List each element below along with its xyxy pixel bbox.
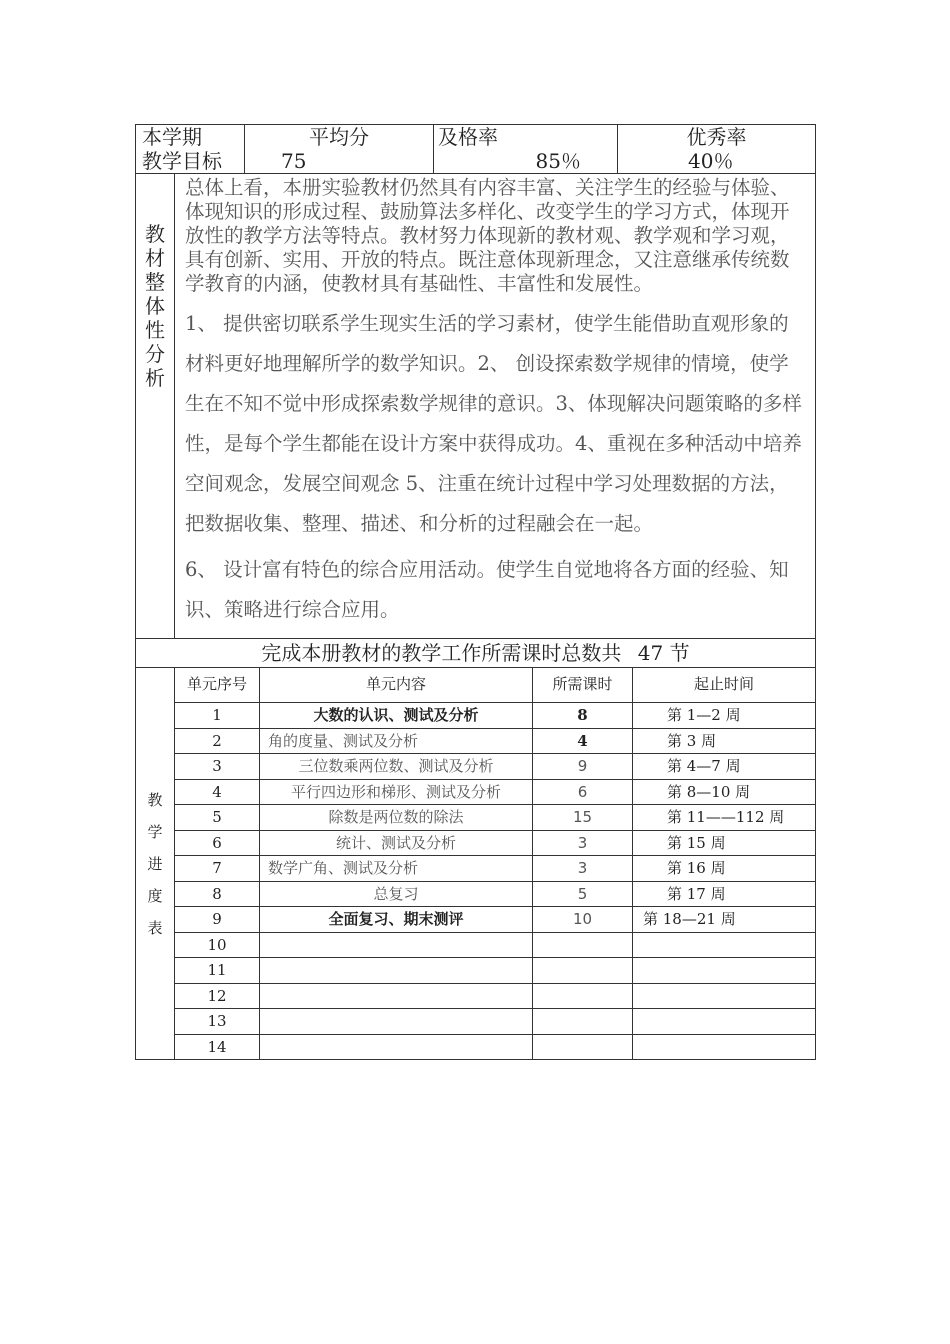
unit-hours [533, 958, 633, 984]
unit-content [260, 983, 533, 1009]
unit-no: 4 [175, 779, 260, 805]
unit-hours: 8 [533, 703, 633, 729]
table-row [136, 907, 816, 933]
total-hours-row [136, 639, 816, 668]
side-char: 体 [145, 294, 165, 318]
analysis-points: 1、 提供密切联系学生现实生活的学习素材，使学生能借助直观形象的材料更好地理解所学的数学知识。2、 创设探索数学规律的情境，使学生在不知不觉中形成探索数学规律的意识。3、体现解决问题策略的多样性，是每个学生都能在设计方案中获得成功。4、重视在多种活动中培养空间观念，发展空间观念 5、注重在统计过程中学习处理数据的方法，把数据收集、整理、描述、和分析的过程融会在一起。 [185, 312, 802, 535]
unit-hours [533, 1034, 633, 1060]
unit-hours: 5 [533, 881, 633, 907]
unit-time: 第 3 周 [633, 728, 816, 754]
unit-hours: 3 [533, 856, 633, 882]
unit-time: 第 1—2 周 [633, 703, 816, 729]
unit-time [633, 983, 816, 1009]
schedule-table [135, 668, 816, 1060]
side-char: 析 [145, 366, 165, 390]
unit-time [633, 932, 816, 958]
unit-hours [533, 983, 633, 1009]
unit-no: 5 [175, 805, 260, 831]
average-score-cell [245, 125, 434, 174]
unit-no: 3 [175, 754, 260, 780]
analysis-overview: 总体上看，本册实验教材仍然具有内容丰富、关注学生的经验与体验、体现知识的形成过程、鼓励算法多样化、改变学生的学习方式，体现开放性的教学方法等特点。教材努力体现新的教材观、教学观和学习观，具有创新、实用、开放的特点。既注意体现新理念，又注意继承传统数学教育的内涵，使教材具有基础性、丰富性和发展性。 [185, 176, 790, 295]
table-row [136, 754, 816, 780]
unit-content: 统计、测试及分析 [260, 830, 533, 856]
unit-content: 角的度量、测试及分析 [260, 728, 533, 754]
header-hours: 所需课时 [533, 668, 633, 703]
table-row [136, 983, 816, 1009]
table-row [136, 1009, 816, 1035]
table-row [136, 728, 816, 754]
analysis-point-6: 6、 设计富有特色的综合应用活动。使学生自觉地将各方面的经验、知识、策略进行综合应用。 [185, 558, 789, 621]
side-char: 教 [147, 790, 163, 809]
pass-rate-label: 及格率 [438, 125, 498, 149]
unit-no: 8 [175, 881, 260, 907]
analysis-body [175, 174, 816, 639]
unit-time: 第 16 周 [633, 856, 816, 882]
unit-no: 7 [175, 856, 260, 882]
header-unit-no: 单元序号 [175, 668, 260, 703]
unit-no: 6 [175, 830, 260, 856]
unit-content: 除数是两位数的除法 [260, 805, 533, 831]
table-row [136, 779, 816, 805]
unit-hours: 9 [533, 754, 633, 780]
unit-hours: 15 [533, 805, 633, 831]
unit-hours: 10 [533, 907, 633, 933]
unit-time: 第 11——112 周 [633, 805, 816, 831]
header-unit-content: 单元内容 [260, 668, 533, 703]
unit-content: 数学广角、测试及分析 [260, 856, 533, 882]
header-time: 起止时间 [633, 668, 816, 703]
excellent-rate-value: 40％ [688, 149, 734, 173]
side-char: 学 [147, 822, 163, 841]
unit-content: 三位数乘两位数、测试及分析 [260, 754, 533, 780]
unit-no: 11 [175, 958, 260, 984]
unit-hours: 6 [533, 779, 633, 805]
unit-no: 2 [175, 728, 260, 754]
unit-time: 第 17 周 [633, 881, 816, 907]
schedule-side-label [136, 668, 175, 1060]
unit-time [633, 1034, 816, 1060]
unit-content: 平行四边形和梯形、测试及分析 [260, 779, 533, 805]
unit-no: 14 [175, 1034, 260, 1060]
unit-time: 第 18—21 周 [633, 907, 816, 933]
unit-no: 10 [175, 932, 260, 958]
unit-content: 全面复习、期末测评 [260, 907, 533, 933]
unit-time: 第 8—10 周 [633, 779, 816, 805]
teaching-plan-document [135, 124, 815, 1060]
average-score-label: 平均分 [309, 125, 369, 149]
unit-content [260, 958, 533, 984]
unit-content: 大数的认识、测试及分析 [260, 703, 533, 729]
table-row [136, 830, 816, 856]
unit-hours [533, 932, 633, 958]
side-char: 分 [145, 342, 165, 366]
targets-label-line2: 教学目标 [142, 149, 222, 173]
side-char: 性 [145, 318, 165, 342]
unit-no: 1 [175, 703, 260, 729]
unit-no: 12 [175, 983, 260, 1009]
unit-hours [533, 1009, 633, 1035]
targets-label-line1: 本学期 [142, 125, 202, 149]
side-char: 度 [147, 886, 163, 905]
targets-analysis-table [135, 124, 816, 668]
pass-rate-value: 85％ [535, 149, 581, 173]
table-row [136, 1034, 816, 1060]
table-row [136, 805, 816, 831]
unit-time: 第 15 周 [633, 830, 816, 856]
unit-time [633, 958, 816, 984]
excellent-rate-cell [618, 125, 816, 174]
average-score-value: 75 [281, 149, 307, 173]
side-char: 表 [147, 918, 163, 937]
side-char: 进 [147, 854, 163, 873]
total-hours-count: 47 [637, 641, 664, 665]
table-row [136, 958, 816, 984]
side-char: 教 [145, 222, 165, 246]
unit-no: 9 [175, 907, 260, 933]
unit-hours: 3 [533, 830, 633, 856]
table-row [136, 703, 816, 729]
analysis-side-label [136, 174, 175, 639]
pass-rate-cell [434, 125, 618, 174]
unit-content: 总复习 [260, 881, 533, 907]
unit-hours: 4 [533, 728, 633, 754]
excellent-rate-label: 优秀率 [686, 125, 747, 149]
unit-no: 13 [175, 1009, 260, 1035]
unit-time [633, 1009, 816, 1035]
side-char: 整 [145, 270, 165, 294]
table-row [136, 881, 816, 907]
side-char: 材 [145, 246, 165, 270]
unit-content [260, 1009, 533, 1035]
total-hours-text: 完成本册教材的教学工作所需课时总数共 [261, 641, 622, 665]
table-row [136, 856, 816, 882]
unit-time: 第 4—7 周 [633, 754, 816, 780]
unit-content [260, 1034, 533, 1060]
targets-label [136, 125, 245, 174]
unit-content [260, 932, 533, 958]
table-row [136, 932, 816, 958]
total-hours-unit: 节 [669, 641, 690, 665]
